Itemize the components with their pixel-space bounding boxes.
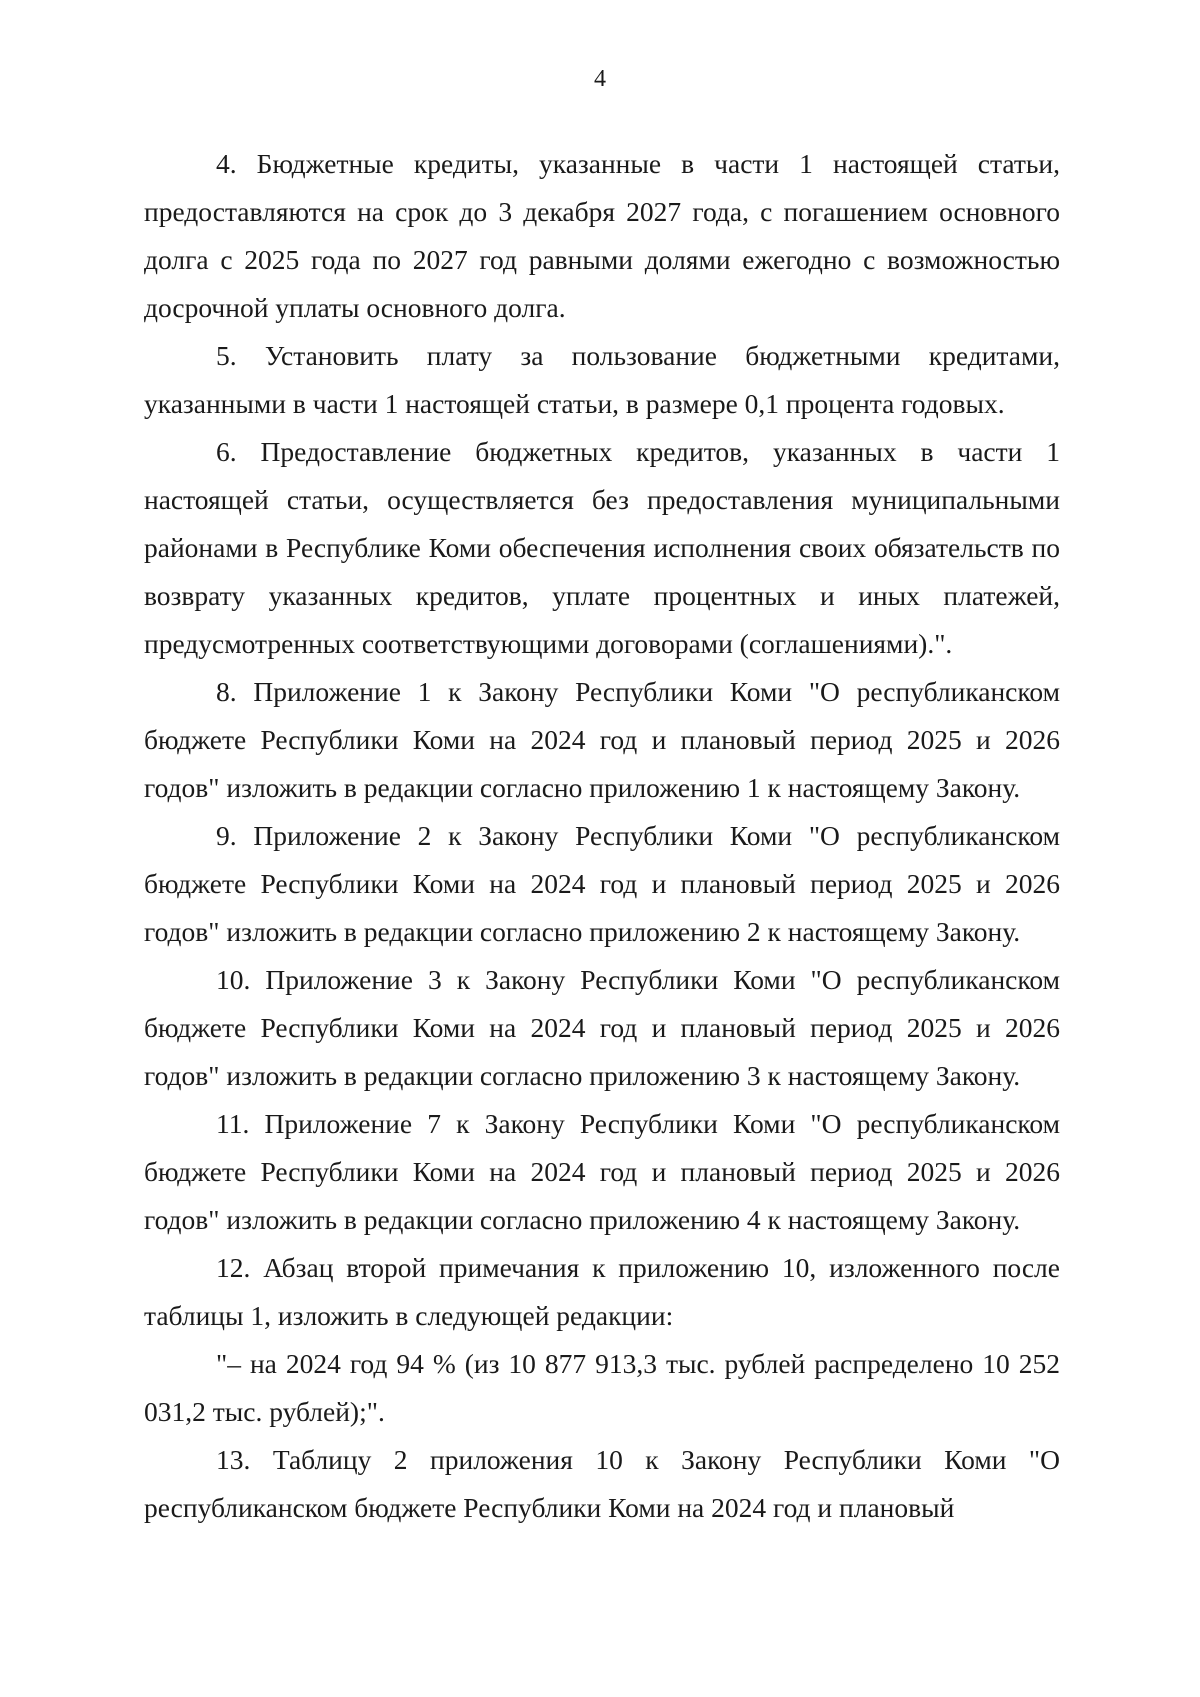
page-number: 4 <box>594 66 606 92</box>
paragraph-item-4: 4. Бюджетные кредиты, указанные в части 1 настоящей статьи, предоставляются на срок до 3 декабря 2027 года, с погашением основного долга с 2025 года по 2027 год равными долями ежегодно с возможностью досрочной уплаты основного долга. <box>144 148 1060 323</box>
paragraph-item-11: 11. Приложение 7 к Закону Республики Коми "О республиканском бюджете Республики Коми на 2024 год и плановый период 2025 и 2026 годов" изложить в редакции согласно приложению 4 к настоящему Закону. <box>144 1108 1060 1235</box>
document-body <box>144 140 1060 1532</box>
quoted-amendment-text: "– на 2024 год 94 % (из 10 877 913,3 тыс. рублей распределено 10 252 031,2 тыс. рублей);". <box>144 1348 1060 1427</box>
paragraph-item-6: 6. Предоставление бюджетных кредитов, указанных в части 1 настоящей статьи, осуществляется без предоставления муниципальными районами в Республике Коми обеспечения исполнения своих обязательств по возврату указанных кредитов, уплате процентных и иных платежей, предусмотренных соответствующими договорами (соглашениями).". <box>144 436 1060 659</box>
paragraph-item-8: 8. Приложение 1 к Закону Республики Коми "О республиканском бюджете Республики Коми на 2024 год и плановый период 2025 и 2026 годов" изложить в редакции согласно приложению 1 к настоящему Закону. <box>144 676 1060 803</box>
paragraph-item-10: 10. Приложение 3 к Закону Республики Коми "О республиканском бюджете Республики Коми на 2024 год и плановый период 2025 и 2026 годов" изложить в редакции согласно приложению 3 к настоящему Закону. <box>144 964 1060 1091</box>
paragraph-item-5: 5. Установить плату за пользование бюджетными кредитами, указанными в части 1 настоящей статьи, в размере 0,1 процента годовых. <box>144 340 1060 419</box>
paragraph-item-12: 12. Абзац второй примечания к приложению 10, изложенного после таблицы 1, изложить в следующей редакции: <box>144 1252 1060 1331</box>
paragraph-item-13: 13. Таблицу 2 приложения 10 к Закону Республики Коми "О республиканском бюджете Республики Коми на 2024 год и плановый <box>144 1444 1060 1523</box>
paragraph-item-9: 9. Приложение 2 к Закону Республики Коми "О республиканском бюджете Республики Коми на 2024 год и плановый период 2025 и 2026 годов" изложить в редакции согласно приложению 2 к настоящему Закону. <box>144 820 1060 947</box>
